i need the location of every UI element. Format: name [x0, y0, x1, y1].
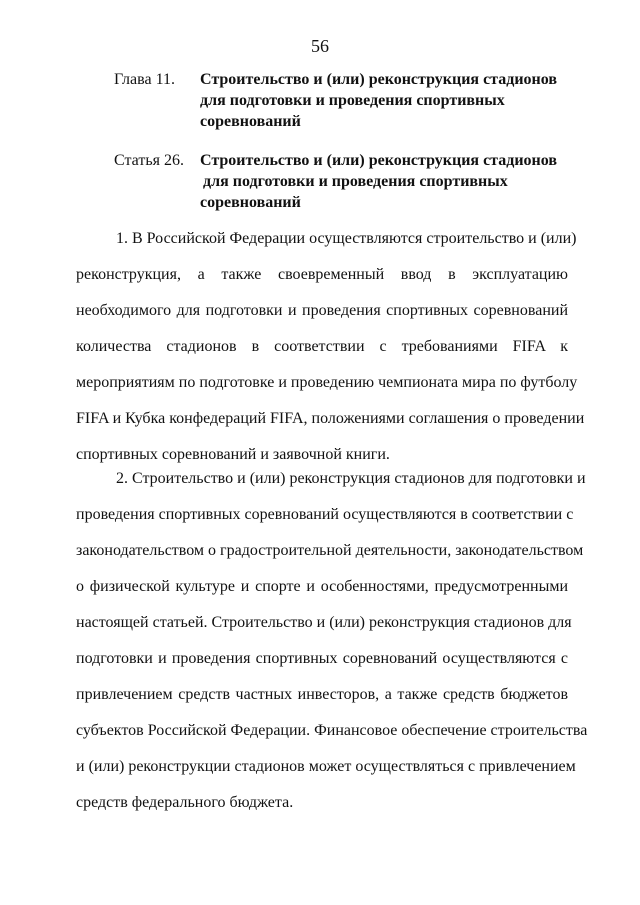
paragraph-line: и (или) реконструкции стадионов может осуществляться с привлечением — [76, 758, 576, 775]
chapter-label: Глава 11. — [114, 71, 175, 88]
paragraph-line: FIFA и Кубка конфедераций FIFA, положениями соглашения о проведении — [76, 410, 585, 427]
paragraph-1 — [76, 228, 585, 480]
paragraph-line: настоящей статьей. Строительство и (или) реконструкция стадионов для — [76, 614, 572, 631]
paragraph-line: законодательством о градостроительной деятельности, законодательством — [76, 542, 584, 559]
paragraph-line: средств федерального бюджета. — [76, 794, 294, 811]
paragraph-line: необходимого для подготовки и проведения спортивных соревнований — [76, 302, 568, 319]
paragraph-line: 1. В Российской Федерации осуществляются строительство и (или) — [116, 230, 577, 247]
paragraph-line: количества стадионов в соответствии с требованиями FIFA к — [76, 338, 568, 355]
paragraph-line: проведения спортивных соревнований осуществляются в соответствии с — [76, 506, 574, 523]
chapter-title-line: соревнований — [200, 113, 301, 130]
paragraph-line: подготовки и проведения спортивных соревнований осуществляются с — [76, 650, 568, 667]
chapter-title — [200, 69, 580, 132]
paragraph-line: спортивных соревнований и заявочной книги. — [76, 446, 390, 463]
paragraph-line: субъектов Российской Федерации. Финансовое обеспечение строительства — [76, 722, 588, 739]
article-title-line: Строительство и (или) реконструкция стадионов — [200, 152, 558, 169]
article-title — [200, 150, 580, 213]
article-title-line: соревнований — [200, 194, 301, 211]
paragraph-2 — [76, 468, 588, 828]
article-title-line: для подготовки и проведения спортивных — [203, 173, 508, 190]
paragraph-line: привлечением средств частных инвесторов, а также средств бюджетов — [76, 686, 568, 703]
paragraph-line: реконструкция, а также своевременный ввод в эксплуатацию — [76, 266, 568, 283]
chapter-title-line: для подготовки и проведения спортивных — [200, 92, 505, 109]
chapter-title-line: Строительство и (или) реконструкция стадионов — [200, 71, 558, 88]
paragraph-line: о физической культуре и спорте и особенностями, предусмотренными — [76, 578, 568, 595]
paragraph-line: мероприятиям по подготовке и проведению чемпионата мира по футболу — [76, 374, 578, 391]
article-label: Статья 26. — [114, 152, 184, 169]
page-number: 56 — [311, 36, 329, 56]
paragraph-line: 2. Строительство и (или) реконструкция стадионов для подготовки и — [116, 470, 586, 487]
